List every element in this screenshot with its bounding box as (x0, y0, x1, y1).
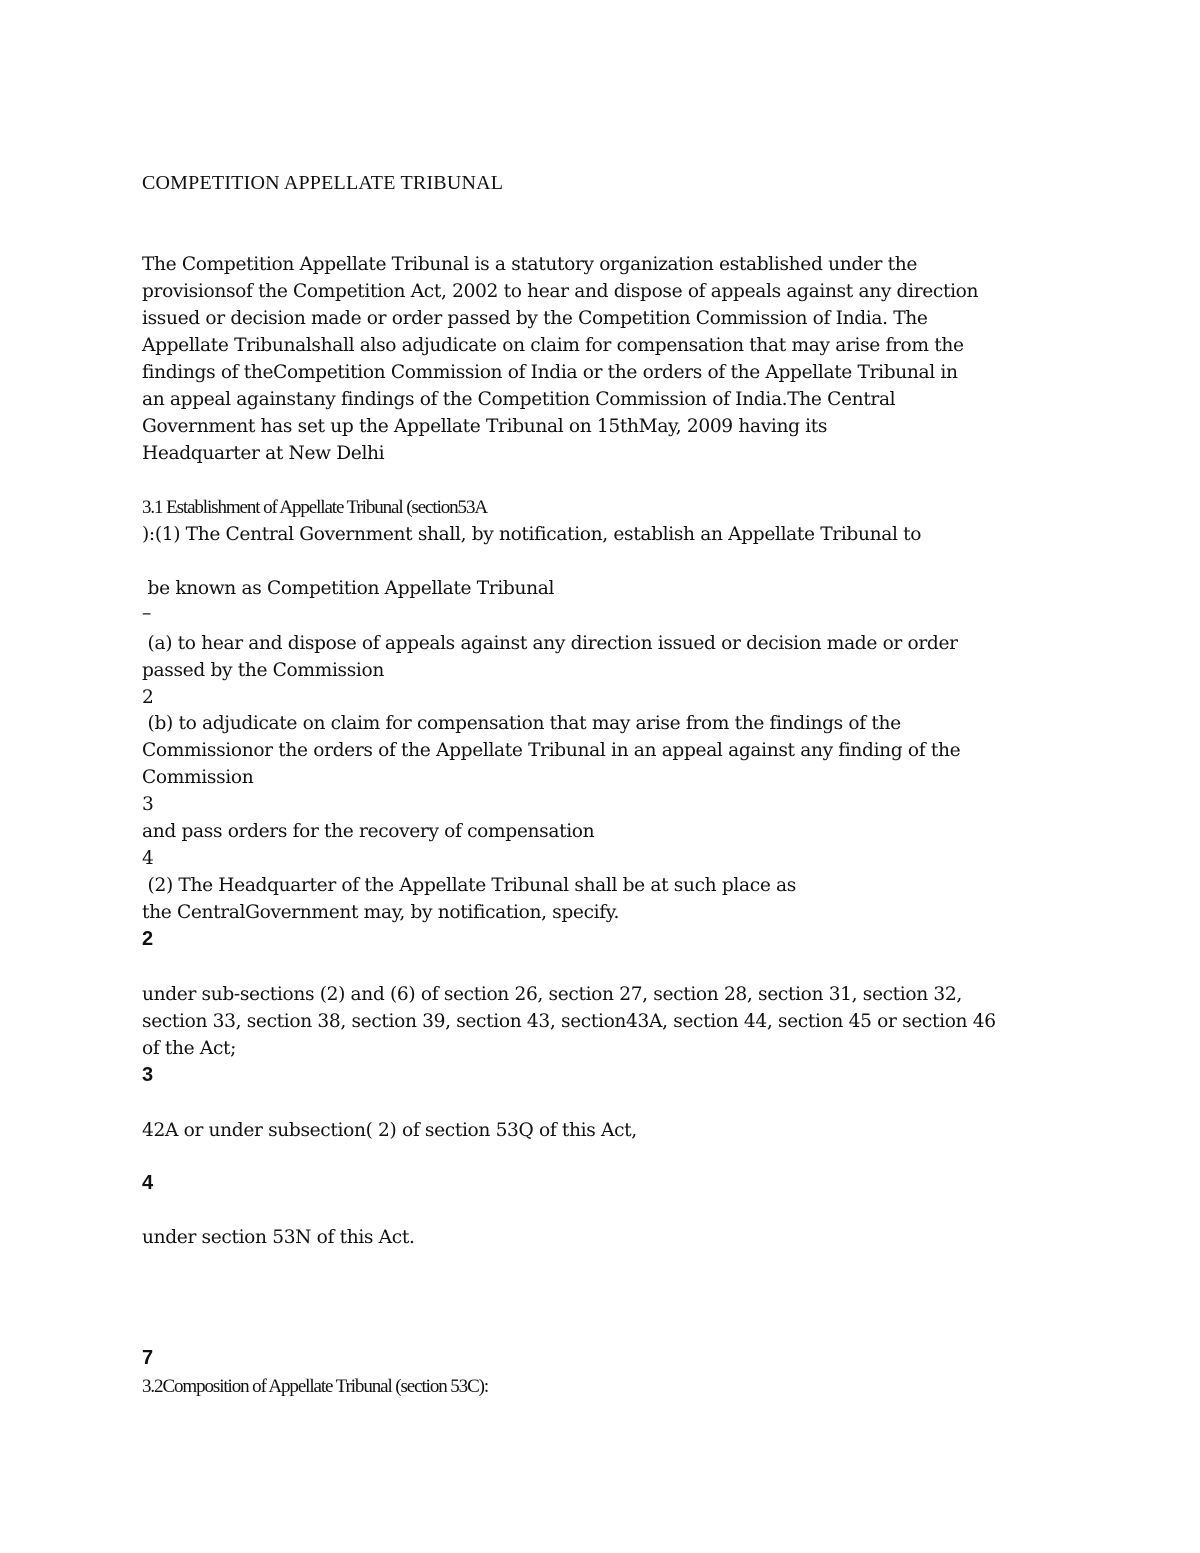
footnote-2-line-1: under sub-sections (2) and (6) of section 26, section 27, section 28, section 31, section 32, (142, 984, 962, 1005)
footnote-3-text: 42A or under subsection( 2) of section 53Q of this Act, (142, 1120, 637, 1141)
footnote-ref-4: 4 (142, 848, 154, 869)
item-b-line-2: Commissionor the orders of the Appellate Tribunal in an appeal against any finding of the (142, 740, 961, 761)
item-b-line-1: (b) to adjudicate on claim for compensation that may arise from the findings of the (142, 713, 901, 734)
page-number: 7 (142, 1347, 154, 1369)
intro-line-4: Appellate Tribunalshall also adjudicate on claim for compensation that may arise from the (142, 335, 964, 356)
recovery-line: and pass orders for the recovery of compensation (142, 821, 595, 842)
section-3-1-line-1: ):(1) The Central Government shall, by notification, establish an Appellate Tribunal to (142, 524, 922, 545)
intro-line-3: issued or decision made or order passed by the Competition Commission of India. The (142, 308, 928, 329)
intro-line-5: findings of theCompetition Commission of India or the orders of the Appellate Tribunal in (142, 362, 958, 383)
headquarter-line-1: (2) The Headquarter of the Appellate Tribunal shall be at such place as (142, 875, 796, 896)
intro-line-1: The Competition Appellate Tribunal is a statutory organization established under the (142, 254, 918, 275)
section-3-1-heading: 3.1 Establishment of Appellate Tribunal (section53A (142, 497, 487, 518)
footnote-number-2: 2 (142, 928, 154, 950)
footnote-ref-2: 2 (142, 687, 154, 708)
footnote-4-text: under section 53N of this Act. (142, 1227, 415, 1248)
document-title: COMPETITION APPELLATE TRIBUNAL (142, 172, 504, 194)
footnote-number-3: 3 (142, 1064, 154, 1086)
item-a-line-2: passed by the Commission (142, 660, 384, 681)
intro-line-8: Headquarter at New Delhi (142, 443, 385, 464)
item-a-line-1: (a) to hear and dispose of appeals against any direction issued or decision made or order (142, 633, 958, 654)
section-3-1-line-2: be known as Competition Appellate Tribunal (142, 578, 555, 599)
footnote-ref-3: 3 (142, 794, 154, 815)
intro-line-7: Government has set up the Appellate Tribunal on 15thMay, 2009 having its (142, 416, 828, 437)
footnote-number-4: 4 (142, 1172, 154, 1194)
footnote-2-line-2: section 33, section 38, section 39, section 43, section43A, section 44, section 45 or section 46 (142, 1011, 996, 1032)
intro-line-2: provisionsof the Competition Act, 2002 to hear and dispose of appeals against any direction (142, 281, 979, 302)
dash-marker: – (142, 603, 152, 624)
section-3-2-heading: 3.2Composition of Appellate Tribunal (section 53C): (142, 1376, 489, 1397)
headquarter-line-2: the CentralGovernment may, by notification, specify. (142, 902, 620, 923)
intro-line-6: an appeal againstany findings of the Competition Commission of India.The Central (142, 389, 896, 410)
footnote-2-line-3: of the Act; (142, 1038, 237, 1059)
item-b-line-3: Commission (142, 767, 254, 788)
